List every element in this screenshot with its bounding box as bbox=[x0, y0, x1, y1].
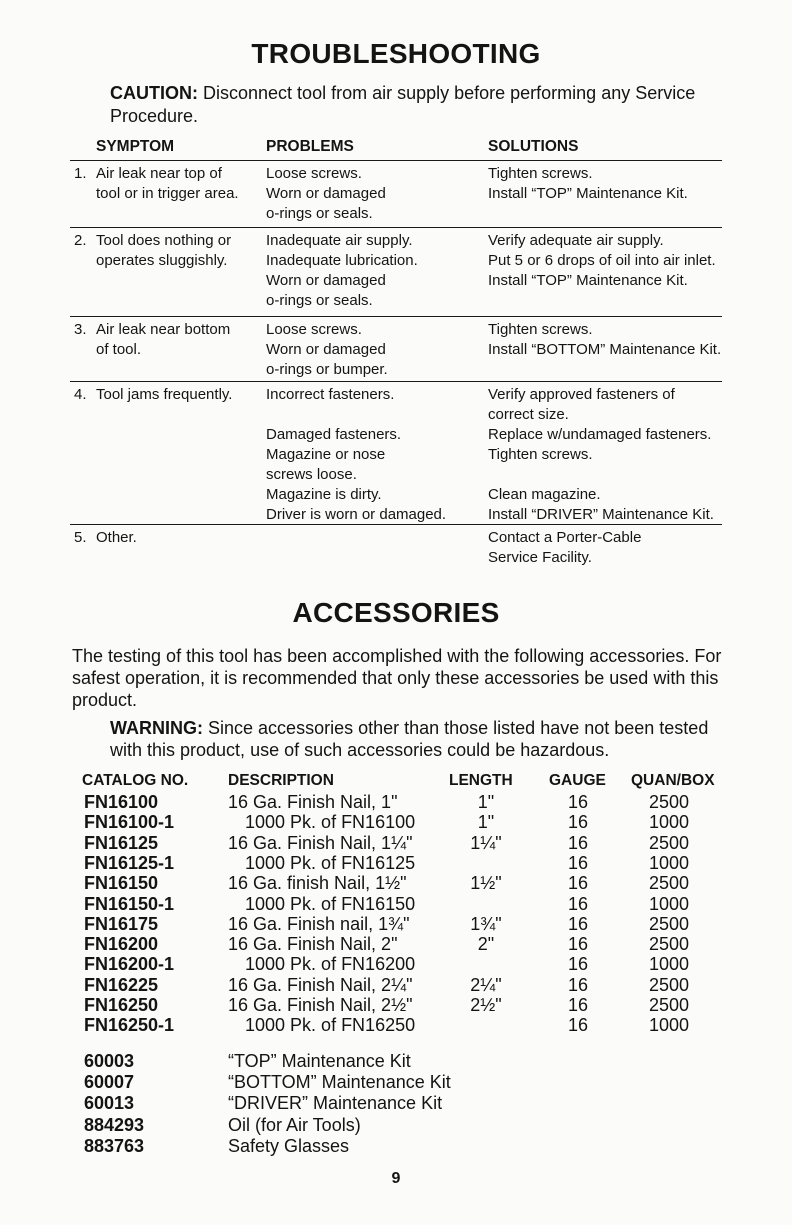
solutions-cell bbox=[488, 385, 728, 525]
item-description: “TOP” Maintenance Kit bbox=[228, 1051, 411, 1071]
solution-line bbox=[488, 465, 728, 485]
item-description: Safety Glasses bbox=[228, 1135, 350, 1156]
catalog-number: FN16100-1 bbox=[84, 812, 175, 833]
symptom-line: of tool. bbox=[96, 341, 142, 358]
accessory-row bbox=[0, 1015, 792, 1035]
problem-line: o-rings or seals. bbox=[266, 292, 373, 309]
warning-note bbox=[110, 717, 730, 761]
item-quantity: 2500 bbox=[648, 974, 690, 995]
item-quantity: 2500 bbox=[648, 873, 690, 894]
item-quantity: 1000 bbox=[648, 812, 690, 833]
row-number: 5. bbox=[74, 529, 87, 546]
accessory-row bbox=[0, 975, 792, 995]
item-description: Oil (for Air Tools) bbox=[228, 1114, 361, 1135]
problems-cell bbox=[266, 164, 481, 224]
item-description: 16 Ga. Finish Nail, 1¼" bbox=[228, 832, 413, 853]
problem-line: Magazine or nose bbox=[266, 446, 386, 463]
catalog-number: FN16225 bbox=[84, 974, 159, 995]
row-divider bbox=[70, 316, 722, 317]
item-quantity: 2500 bbox=[648, 792, 690, 812]
row-number: 1. bbox=[74, 165, 87, 182]
accessory-row bbox=[0, 1072, 792, 1092]
accessory-row bbox=[0, 812, 792, 832]
description-header: DESCRIPTION bbox=[228, 772, 334, 789]
item-quantity: 1000 bbox=[648, 954, 690, 975]
item-quantity: 2500 bbox=[648, 832, 690, 853]
item-description: 1000 Pk. of FN16250 bbox=[245, 1015, 416, 1036]
length-header: LENGTH bbox=[449, 772, 513, 789]
quantity-header: QUAN/BOX bbox=[631, 772, 715, 789]
item-gauge: 16 bbox=[567, 995, 589, 1015]
solutions-cell bbox=[488, 320, 728, 360]
item-quantity: 1000 bbox=[648, 1015, 690, 1036]
problem-line: screws loose. bbox=[266, 466, 357, 483]
problem-line: Incorrect fasteners. bbox=[266, 386, 395, 403]
solutions-header: SOLUTIONS bbox=[488, 138, 579, 155]
problem-line: Worn or damaged bbox=[266, 185, 386, 202]
row-divider bbox=[70, 381, 722, 382]
item-description: 1000 Pk. of FN16200 bbox=[245, 954, 416, 975]
solutions-cell bbox=[488, 231, 728, 291]
item-gauge: 16 bbox=[567, 954, 589, 975]
solutions-cell bbox=[488, 164, 728, 204]
item-description: 1000 Pk. of FN16150 bbox=[245, 893, 416, 914]
accessories-title: ACCESSORIES bbox=[292, 597, 500, 628]
problems-cell bbox=[266, 231, 481, 311]
item-length: 2½" bbox=[470, 995, 502, 1015]
item-gauge: 16 bbox=[567, 852, 589, 873]
item-description: 16 Ga. Finish nail, 1¾" bbox=[228, 913, 410, 934]
symptom-line: 1. Air leak near top of bbox=[74, 165, 222, 182]
problem-line: Driver is worn or damaged. bbox=[266, 506, 447, 523]
item-length: 1¾" bbox=[470, 913, 502, 934]
item-gauge: 16 bbox=[567, 1015, 589, 1036]
row-divider bbox=[70, 524, 722, 525]
item-quantity: 2500 bbox=[648, 995, 690, 1015]
item-gauge: 16 bbox=[567, 832, 589, 853]
problems-cell bbox=[266, 320, 481, 380]
item-length: 1" bbox=[477, 792, 495, 812]
item-description: 16 Ga. Finish Nail, 1" bbox=[228, 792, 398, 812]
item-gauge: 16 bbox=[567, 974, 589, 995]
accessory-row bbox=[0, 995, 792, 1015]
catalog-number: 884293 bbox=[84, 1114, 145, 1135]
symptom-cell bbox=[74, 231, 259, 271]
symptom-cell bbox=[74, 320, 259, 360]
accessory-row bbox=[0, 853, 792, 873]
solution-line: Tighten screws. bbox=[488, 446, 593, 463]
item-length: 1½" bbox=[470, 873, 502, 894]
symptom-line: 3. Air leak near bottom bbox=[74, 321, 231, 338]
catalog-header: CATALOG NO. bbox=[82, 772, 189, 789]
caution-note bbox=[110, 82, 710, 128]
solution-line: Verify adequate air supply. bbox=[488, 232, 664, 249]
solutions-cell bbox=[488, 528, 728, 568]
item-quantity: 2500 bbox=[648, 913, 690, 934]
accessory-row bbox=[0, 792, 792, 812]
solution-line: Install “DRIVER” Maintenance Kit. bbox=[488, 506, 714, 523]
symptom-line: 2. Tool does nothing or bbox=[74, 232, 232, 249]
catalog-number: FN16125 bbox=[84, 832, 159, 853]
row-number: 4. bbox=[74, 386, 87, 403]
accessory-row bbox=[0, 934, 792, 954]
row-number: 3. bbox=[74, 321, 87, 338]
catalog-number: FN16150-1 bbox=[84, 893, 175, 914]
accessory-row bbox=[0, 873, 792, 893]
problem-line: Worn or damaged bbox=[266, 272, 386, 289]
problems-cell bbox=[266, 385, 481, 525]
row-divider bbox=[70, 227, 722, 228]
page-number: 9 bbox=[391, 1170, 401, 1187]
item-description: 16 Ga. Finish Nail, 2" bbox=[228, 934, 398, 955]
accessory-row bbox=[0, 833, 792, 853]
caution-text: Disconnect tool from air supply before performing any Service Procedure. bbox=[110, 83, 696, 126]
row-number: 2. bbox=[74, 232, 87, 249]
item-length: 1¼" bbox=[470, 832, 502, 853]
solution-line: Tighten screws. bbox=[488, 165, 593, 182]
symptom-line: 4. Tool jams frequently. bbox=[74, 386, 233, 403]
item-description: 1000 Pk. of FN16125 bbox=[245, 852, 416, 873]
item-description: 16 Ga. finish Nail, 1½" bbox=[228, 873, 407, 894]
solution-line: Contact a Porter-Cable bbox=[488, 529, 642, 546]
solution-line: Install “BOTTOM” Maintenance Kit. bbox=[488, 341, 722, 358]
problems-header: PROBLEMS bbox=[266, 138, 354, 155]
catalog-number: 60013 bbox=[84, 1093, 135, 1114]
problem-line bbox=[266, 405, 481, 425]
solution-line: Install “TOP” Maintenance Kit. bbox=[488, 185, 688, 202]
item-description: 1000 Pk. of FN16100 bbox=[245, 812, 416, 833]
row-divider bbox=[70, 160, 722, 161]
solution-line: correct size. bbox=[488, 406, 569, 423]
item-quantity: 1000 bbox=[648, 852, 690, 873]
item-quantity: 1000 bbox=[648, 893, 690, 914]
symptom-line: 5. Other. bbox=[74, 529, 137, 546]
problem-line: Loose screws. bbox=[266, 321, 362, 338]
warning-text: Since accessories other than those listed have not been tested with this product, use of such accessories could be hazardous. bbox=[110, 718, 709, 760]
item-gauge: 16 bbox=[567, 792, 589, 812]
catalog-number: FN16200 bbox=[84, 934, 159, 955]
problem-line: Worn or damaged bbox=[266, 341, 386, 358]
solution-line: Verify approved fasteners of bbox=[488, 386, 675, 403]
item-description: “DRIVER” Maintenance Kit bbox=[228, 1093, 443, 1114]
solution-line: Service Facility. bbox=[488, 549, 592, 566]
catalog-number: FN16100 bbox=[84, 792, 159, 812]
accessory-row bbox=[0, 1136, 792, 1156]
catalog-number: FN16175 bbox=[84, 913, 159, 934]
solution-line: Install “TOP” Maintenance Kit. bbox=[488, 272, 688, 289]
accessory-row bbox=[0, 1051, 792, 1071]
symptom-cell bbox=[74, 385, 259, 405]
problem-line: o-rings or bumper. bbox=[266, 361, 388, 378]
catalog-number: FN16250 bbox=[84, 995, 159, 1015]
problem-line: Inadequate lubrication. bbox=[266, 252, 418, 269]
accessory-row bbox=[0, 1115, 792, 1135]
accessory-row bbox=[0, 894, 792, 914]
problem-line: Loose screws. bbox=[266, 165, 362, 182]
catalog-number: 60007 bbox=[84, 1072, 135, 1093]
item-description: “BOTTOM” Maintenance Kit bbox=[228, 1072, 451, 1093]
item-description: 16 Ga. Finish Nail, 2½" bbox=[228, 995, 413, 1015]
solution-line: Replace w/undamaged fasteners. bbox=[488, 426, 712, 443]
solution-line: Tighten screws. bbox=[488, 321, 593, 338]
gauge-header: GAUGE bbox=[549, 772, 606, 789]
catalog-number: 883763 bbox=[84, 1135, 145, 1156]
problem-line: Inadequate air supply. bbox=[266, 232, 413, 249]
item-gauge: 16 bbox=[567, 873, 589, 894]
item-length: 2¼" bbox=[470, 974, 502, 995]
solution-line: Clean magazine. bbox=[488, 486, 601, 503]
item-gauge: 16 bbox=[567, 913, 589, 934]
catalog-number: FN16250-1 bbox=[84, 1015, 175, 1036]
symptom-line: tool or in trigger area. bbox=[96, 185, 239, 202]
warning-label: WARNING: bbox=[110, 718, 203, 738]
problem-line: Damaged fasteners. bbox=[266, 426, 402, 443]
item-length: 2" bbox=[477, 934, 495, 955]
accessories-intro: The testing of this tool has been accomplished with the following accessories. For safest operation, it is recommended that only these accessories be used with this product. bbox=[72, 646, 722, 710]
catalog-number: FN16200-1 bbox=[84, 954, 175, 975]
accessory-row bbox=[0, 1093, 792, 1113]
item-gauge: 16 bbox=[567, 893, 589, 914]
catalog-number: 60003 bbox=[84, 1051, 135, 1071]
item-gauge: 16 bbox=[567, 934, 589, 955]
troubleshooting-title: TROUBLESHOOTING bbox=[251, 38, 541, 69]
symptom-cell bbox=[74, 528, 259, 548]
item-gauge: 16 bbox=[567, 812, 589, 833]
symptom-cell bbox=[74, 164, 259, 204]
item-description: 16 Ga. Finish Nail, 2¼" bbox=[228, 974, 413, 995]
solution-line: Put 5 or 6 drops of oil into air inlet. bbox=[488, 252, 716, 269]
item-quantity: 2500 bbox=[648, 934, 690, 955]
accessory-row bbox=[0, 914, 792, 934]
problem-line: Magazine is dirty. bbox=[266, 486, 382, 503]
symptom-line: operates sluggishly. bbox=[96, 252, 228, 269]
symptom-header: SYMPTOM bbox=[96, 138, 175, 155]
item-length: 1" bbox=[477, 812, 495, 833]
catalog-number: FN16150 bbox=[84, 873, 159, 894]
catalog-number: FN16125-1 bbox=[84, 852, 175, 873]
problem-line: o-rings or seals. bbox=[266, 205, 373, 222]
accessory-row bbox=[0, 954, 792, 974]
caution-label: CAUTION: bbox=[110, 83, 198, 103]
